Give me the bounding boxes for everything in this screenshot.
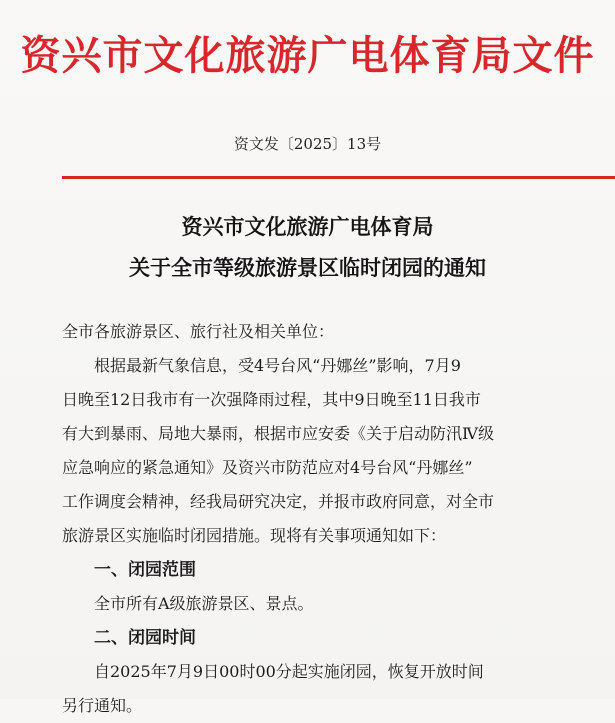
red-separator-line <box>62 176 615 179</box>
document-masthead: 资兴市文化旅游广电体育局文件 <box>20 32 595 79</box>
section-text-closure-time: 自2025年7月9日00时00分起实施闭园，恢复开放时间 <box>94 662 484 681</box>
body-paragraph-line: 日晚至12日我市有一次强降雨过程，其中9日晚至11日我市 <box>62 390 481 409</box>
salutation: 全市各旅游景区、旅行社及相关单位： <box>62 322 335 341</box>
notice-title-line-2: 关于全市等级旅游景区临时闭园的通知 <box>129 255 486 280</box>
document-number: 资文发〔2025〕13号 <box>233 135 382 153</box>
section-heading-closure-time: 二、闭园时间 <box>94 628 196 648</box>
notice-body <box>62 315 602 723</box>
section-text-closure-time: 另行通知。 <box>62 696 143 715</box>
body-paragraph-line: 有大到暴雨、局地大暴雨，根据市应安委《关于启动防汛Ⅳ级 <box>62 424 494 443</box>
notice-title-line-1: 资兴市文化旅游广电体育局 <box>181 214 434 239</box>
body-paragraph-line: 工作调度会精神，经我局研究决定，并报市政府同意，对全市 <box>62 492 495 511</box>
body-paragraph-line: 旅游景区实施临时闭园措施。现将有关事项通知如下： <box>62 526 447 545</box>
body-paragraph-line: 根据最新气象信息，受4号台风“丹娜丝”影响，7月9 <box>94 356 461 375</box>
section-text-closure-scope: 全市所有A级旅游景区、景点。 <box>94 594 314 613</box>
section-heading-closure-scope: 一、闭园范围 <box>94 560 196 580</box>
body-paragraph-line: 应急响应的紧急通知》及资兴市防范应对4号台风“丹娜丝” <box>62 458 473 477</box>
